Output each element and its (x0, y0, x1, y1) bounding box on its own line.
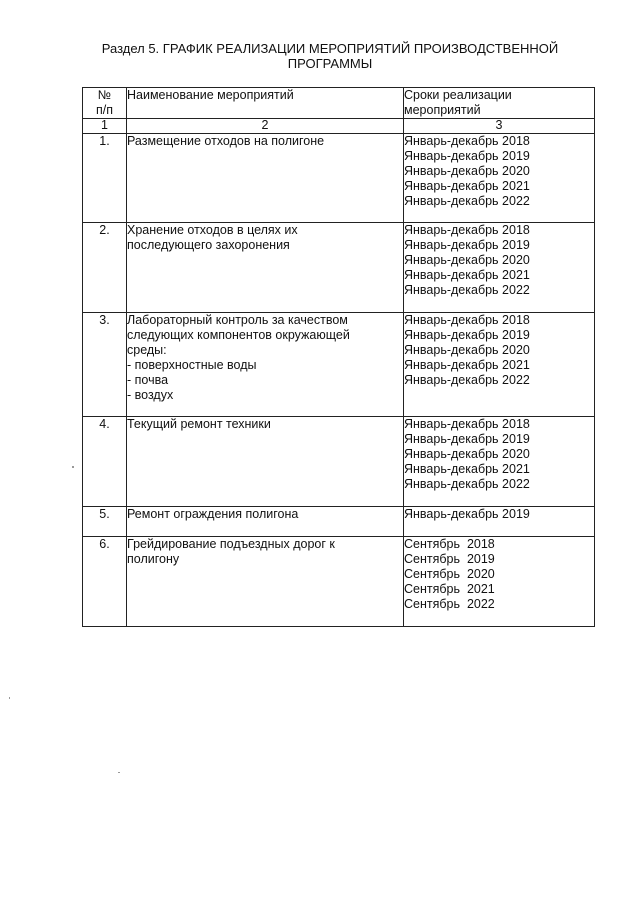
table-row (83, 313, 595, 417)
activity-name-line: Текущий ремонт техники (127, 417, 271, 431)
header-dates-line-1: Сроки реализации (404, 88, 512, 102)
date-line: Сентябрь 2022 (404, 597, 495, 611)
date-line: Сентябрь 2021 (404, 582, 495, 596)
table-row (83, 507, 595, 537)
date-line: Январь-декабрь 2022 (404, 194, 530, 208)
date-line: Сентябрь 2019 (404, 552, 495, 566)
column-index-row (83, 119, 595, 134)
date-line: Сентябрь 2020 (404, 567, 495, 581)
activity-name (127, 537, 404, 627)
activity-name (127, 417, 404, 507)
date-line: Январь-декабрь 2022 (404, 373, 530, 387)
date-line: Январь-декабрь 2021 (404, 179, 530, 193)
date-line: Январь-декабрь 2018 (404, 313, 530, 327)
row-number: 3. (83, 313, 127, 417)
activity-name-line: Размещение отходов на полигоне (127, 134, 325, 148)
section-title-line-2: ПРОГРАММЫ (287, 56, 373, 71)
date-line: Январь-декабрь 2019 (404, 238, 530, 252)
date-line: Январь-декабрь 2020 (404, 164, 530, 178)
column-index-3: 3 (404, 119, 595, 134)
date-line: Январь-декабрь 2019 (404, 149, 530, 163)
date-line: Сентябрь 2018 (404, 537, 495, 551)
date-line: Январь-декабрь 2018 (404, 223, 530, 237)
activity-name (127, 223, 404, 313)
activity-name-line: следующих компонентов окружающей (127, 328, 350, 342)
activity-name-line: полигону (127, 552, 180, 566)
column-index-2: 2 (127, 119, 404, 134)
table-row (83, 417, 595, 507)
activity-dates (404, 313, 595, 417)
header-number-line-2: п/п (95, 103, 113, 117)
header-dates-line-2: мероприятий (404, 103, 481, 117)
date-line: Январь-декабрь 2019 (404, 328, 530, 342)
date-line: Январь-декабрь 2022 (404, 283, 530, 297)
date-line: Январь-декабрь 2020 (404, 447, 530, 461)
row-number: 5. (83, 507, 127, 537)
activity-dates (404, 507, 595, 537)
activity-name (127, 507, 404, 537)
header-number-line-1: № (97, 88, 112, 102)
activity-name-line: среды: (127, 343, 167, 357)
row-number: 6. (83, 537, 127, 627)
table-row (83, 134, 595, 223)
table-row (83, 537, 595, 627)
activity-dates (404, 537, 595, 627)
activity-name-line: Ремонт ограждения полигона (127, 507, 299, 521)
date-line: Январь-декабрь 2021 (404, 358, 530, 372)
date-line: Январь-декабрь 2021 (404, 462, 530, 476)
date-line: Январь-декабрь 2019 (404, 507, 530, 521)
section-title (60, 41, 600, 71)
date-line: Январь-декабрь 2019 (404, 432, 530, 446)
activity-name-line: - поверхностные воды (127, 358, 257, 372)
date-line: Январь-декабрь 2020 (404, 343, 530, 357)
schedule-table (82, 87, 595, 627)
row-number: 2. (83, 223, 127, 313)
activity-name (127, 313, 404, 417)
activity-name-line: Грейдирование подъездных дорог к (127, 537, 335, 551)
activity-dates (404, 223, 595, 313)
table-row (83, 223, 595, 313)
activity-name-line: - почва (127, 373, 169, 387)
date-line: Январь-декабрь 2018 (404, 134, 530, 148)
activity-name (127, 134, 404, 223)
column-index-1: 1 (83, 119, 127, 134)
activity-name-line: Лабораторный контроль за качеством (127, 313, 348, 327)
section-title-line-1: Раздел 5. ГРАФИК РЕАЛИЗАЦИИ МЕРОПРИЯТИЙ ПРОИЗВОДСТВЕННОЙ (101, 41, 559, 56)
date-line: Январь-декабрь 2018 (404, 417, 530, 431)
date-line: Январь-декабрь 2022 (404, 477, 530, 491)
activity-name-line: Хранение отходов в целях их (127, 223, 298, 237)
date-line: Январь-декабрь 2020 (404, 253, 530, 267)
activity-dates (404, 417, 595, 507)
row-number: 4. (83, 417, 127, 507)
date-line: Январь-декабрь 2021 (404, 268, 530, 282)
scan-speck (72, 466, 74, 468)
activity-name-line: - воздух (127, 388, 174, 402)
scan-speck (9, 697, 10, 699)
header-activity-name-text: Наименование мероприятий (127, 88, 294, 102)
header-number (83, 88, 127, 119)
row-number: 1. (83, 134, 127, 223)
activity-dates (404, 134, 595, 223)
header-dates (404, 88, 595, 119)
header-activity-name (127, 88, 404, 119)
activity-name-line: последующего захоронения (127, 238, 290, 252)
header-row (83, 88, 595, 119)
scan-speck (118, 772, 120, 773)
